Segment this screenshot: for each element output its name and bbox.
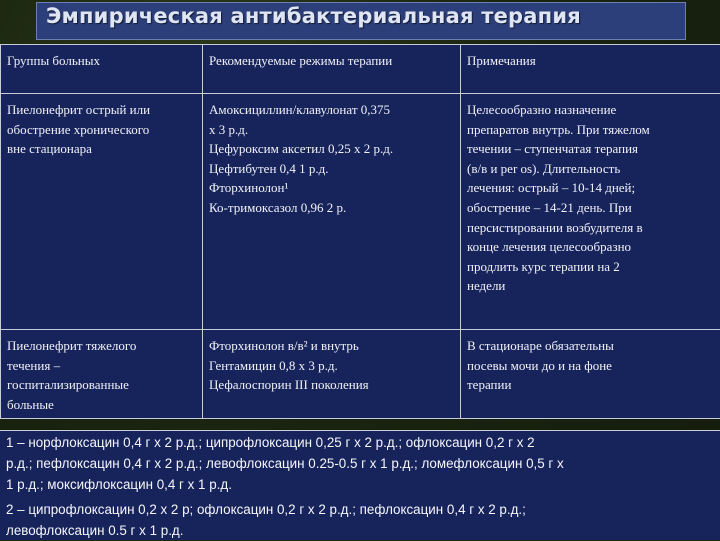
- cell-line: х 3 р.д.: [209, 120, 456, 140]
- cell-line: продлить курс терапии на 2: [467, 257, 716, 277]
- cell-line: Целесообразно назначение: [467, 100, 716, 120]
- cell-notes: [461, 330, 720, 419]
- cell-line: Гентамицин 0,8 х 3 р.д.: [209, 356, 456, 376]
- cell-group: [1, 330, 203, 419]
- page-title: Эмпирическая антибактериальная терапия: [46, 4, 581, 28]
- cell-line: Ко-тримоксазол 0,96 2 р.: [209, 198, 456, 218]
- header-groups: Группы больных: [1, 45, 203, 94]
- cell-line: конце лечения целесообразно: [467, 237, 716, 257]
- footnote-2: [6, 499, 714, 541]
- cell-line: больные: [7, 395, 198, 415]
- cell-line: Цефуроксим аксетил 0,25 х 2 р.д.: [209, 139, 456, 159]
- footnote-line: р.д.; пефлоксацин 0,4 г х 2 р.д.; левофлоксацин 0.25-0.5 г х 1 р.д.; ломефлоксацин 0,5 г х: [6, 453, 714, 474]
- cell-line: госпитализированные: [7, 375, 198, 395]
- table-row: [1, 94, 720, 330]
- cell-line: недели: [467, 276, 716, 296]
- cell-line: вне стационара: [7, 139, 198, 159]
- cell-group: [1, 94, 203, 330]
- cell-line: Пиелонефрит тяжелого: [7, 336, 198, 356]
- header-notes: Примечания: [461, 45, 720, 94]
- cell-line: (в/в и per os). Длительность: [467, 159, 716, 179]
- cell-line: Фторхинолон в/в² и внутрь: [209, 336, 456, 356]
- header-regimens: Рекомендуемые режимы терапии: [203, 45, 461, 94]
- footnote-1: [6, 432, 714, 495]
- cell-line: посевы мочи до и на фоне: [467, 356, 716, 376]
- cell-line: обострение – 14-21 день. При: [467, 198, 716, 218]
- cell-line: персистировании возбудителя в: [467, 218, 716, 238]
- footnote-line: 1 р.д.; моксифлоксацин 0,4 г х 1 р.д.: [6, 474, 714, 495]
- cell-line: терапии: [467, 375, 716, 395]
- cell-line: Фторхинолон¹: [209, 178, 456, 198]
- cell-line: Пиелонефрит острый или: [7, 100, 198, 120]
- footnote-line: 1 – норфлоксацин 0,4 г х 2 р.д.; ципрофлоксацин 0,25 г х 2 р.д.; офлоксацин 0,2 г х 2: [6, 432, 714, 453]
- cell-line: В стационаре обязательны: [467, 336, 716, 356]
- cell-line: обострение хронического: [7, 120, 198, 140]
- cell-line: Цефтибутен 0,4 1 р.д.: [209, 159, 456, 179]
- cell-line: лечения: острый – 10-14 дней;: [467, 178, 716, 198]
- cell-line: течения –: [7, 356, 198, 376]
- therapy-table: [0, 44, 720, 419]
- cell-regimens: [203, 94, 461, 330]
- table-row: [1, 330, 720, 419]
- footnote-line: левофлоксацин 0.5 г х 1 р.д.: [6, 520, 714, 541]
- footnotes-panel: [0, 430, 720, 540]
- cell-regimens: [203, 330, 461, 419]
- cell-line: течении – ступенчатая терапия: [467, 139, 716, 159]
- cell-notes: [461, 94, 720, 330]
- footnote-line: 2 – ципрофлоксацин 0,2 х 2 р; офлоксацин 0,2 г х 2 р.д.; пефлоксацин 0,4 г х 2 р.д.;: [6, 499, 714, 520]
- cell-line: Амоксициллин/клавулонат 0,375: [209, 100, 456, 120]
- cell-line: Цефалоспорин III поколения: [209, 375, 456, 395]
- cell-line: препаратов внутрь. При тяжелом: [467, 120, 716, 140]
- table-header-row: [1, 45, 720, 94]
